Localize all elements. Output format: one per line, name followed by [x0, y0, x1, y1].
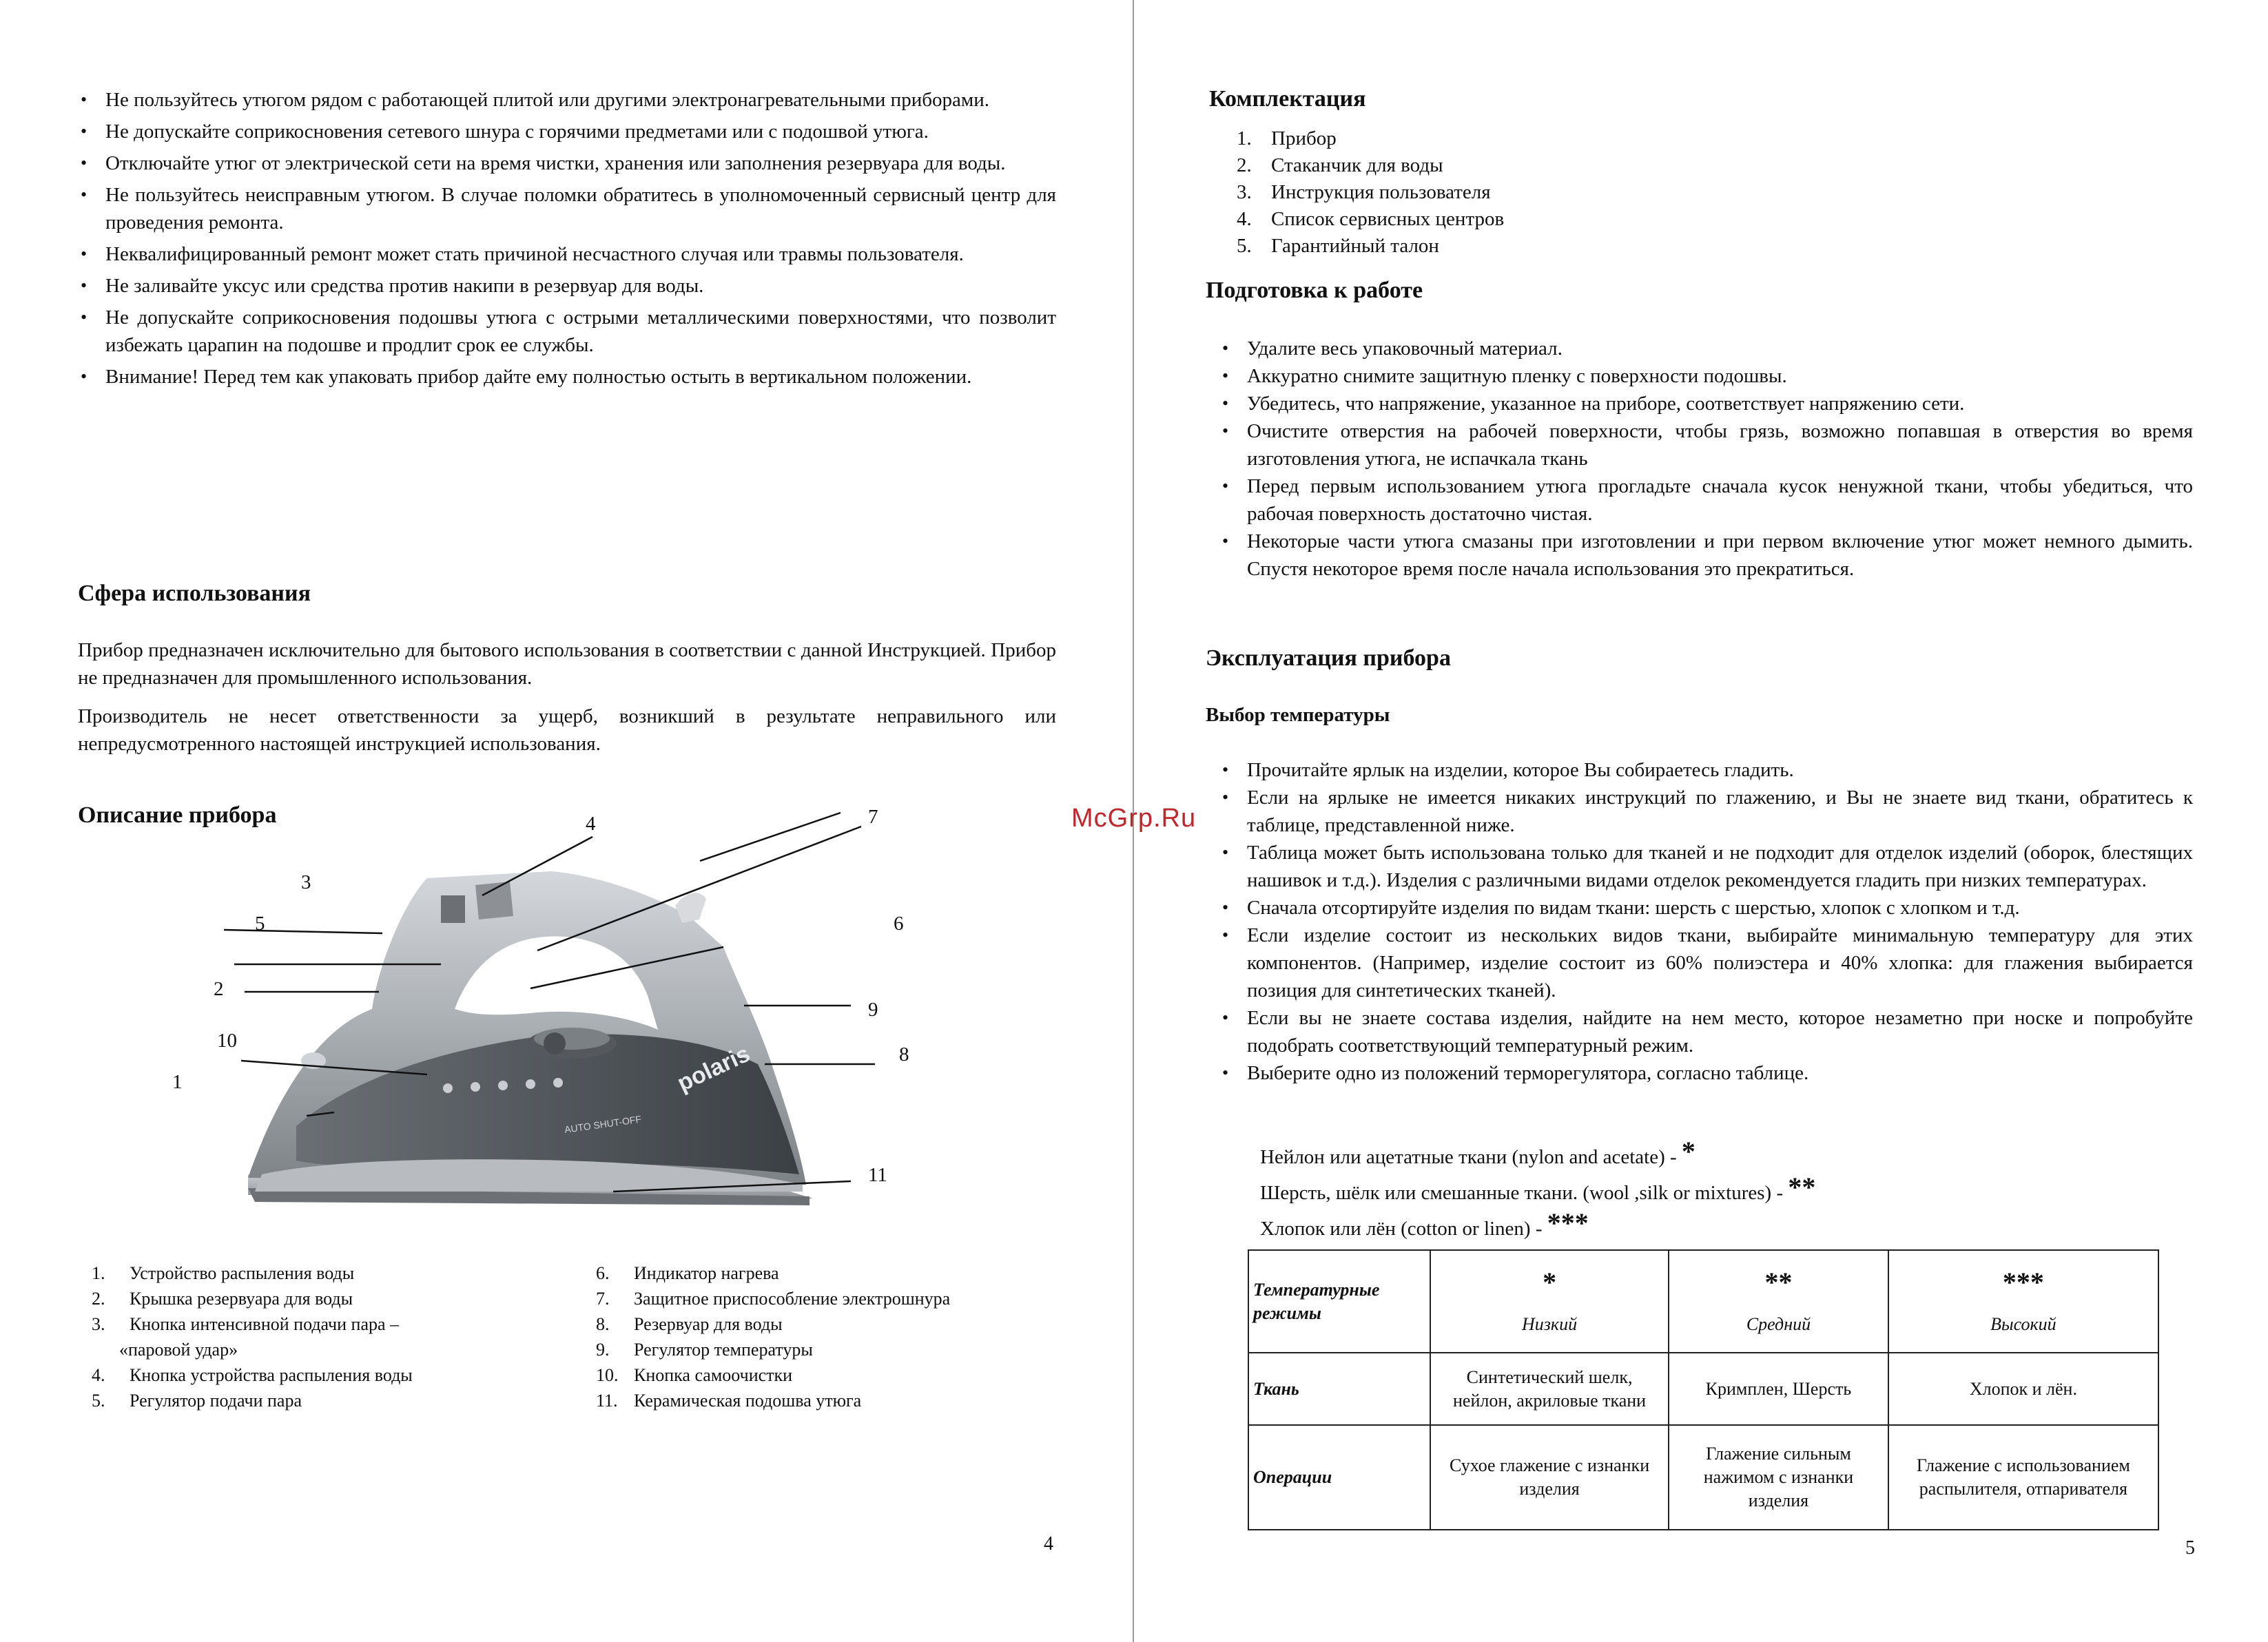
- callout-8: 8: [899, 1043, 909, 1066]
- table-cell: Синтетический шелк, нейлон, акриловые ткани: [1430, 1353, 1669, 1424]
- callout-9: 9: [868, 999, 878, 1021]
- callout-6: 6: [894, 913, 904, 935]
- list-item: • Не заливайте уксус или средства против накипи в резервуар для воды.: [78, 272, 1056, 300]
- list-item: • Очистите отверстия на рабочей поверхности, чтобы грязь, возможно попавшая в отверстия во время изготовления утюга, не испачкала ткань: [1219, 417, 2193, 472]
- list-item: «паровой удар»: [119, 1340, 238, 1360]
- table-header-label: Температурные режимы: [1248, 1250, 1430, 1353]
- table-cell: * Низкий: [1430, 1250, 1669, 1353]
- table-cell: Глажение сильным нажимом с изнанки изделия: [1669, 1425, 1888, 1530]
- temperature-subheading: Выбор температуры: [1206, 704, 1390, 726]
- table-cell: ** Средний: [1669, 1250, 1888, 1353]
- list-item: • Убедитесь, что напряжение, указанное на приборе, соответствует напряжению сети.: [1219, 390, 2193, 417]
- brand-logo: polaris: [673, 1040, 754, 1097]
- callout-7: 7: [868, 806, 878, 828]
- list-item: 5. Регулятор подачи пара: [92, 1391, 302, 1411]
- usage-heading: Сфера использования: [78, 581, 311, 606]
- callout-10: 10: [217, 1030, 237, 1052]
- list-item: • Прочитайте ярлык на изделии, которое Вы собираетесь гладить.: [1219, 756, 2193, 784]
- list-item: • Некоторые части утюга смазаны при изготовлении и при первом включение утюг может немного дымить. Спустя некоторое время после начала использования это прекратиться.: [1219, 528, 2193, 583]
- table-cell: *** Высокий: [1888, 1250, 2158, 1353]
- table-row-label: Ткань: [1248, 1353, 1430, 1424]
- table-cell: Хлопок и лён.: [1888, 1353, 2158, 1424]
- auto-shutoff-label: AUTO SHUT-OFF: [564, 1113, 642, 1135]
- list-item: • Если изделие состоит из нескольких видов ткани, выбирайте минимальную температуру для этих компонентов. (Например, изделие состоит из 60% полиэстера и 40% хлопка: для глажения выбирается позиция для синтетических тканей).: [1219, 922, 2193, 1004]
- callout-11: 11: [868, 1164, 887, 1186]
- list-item: 4. Список сервисных центров: [1237, 208, 1505, 230]
- list-item: 5. Гарантийный талон: [1237, 235, 1439, 257]
- list-item: • Внимание! Перед тем как упаковать прибор дайте ему полностью остыть в вертикальном положении.: [78, 363, 1056, 391]
- list-item: • Сначала отсортируйте изделия по видам ткани: шерсть с шерстью, хлопок с хлопком и т.д.: [1219, 894, 2193, 922]
- right-page: [1133, 0, 2268, 1642]
- list-item: 11. Керамическая подошва утюга: [596, 1391, 862, 1411]
- list-item: • Неквалифицированный ремонт может стать причиной несчастного случая или травмы пользователя.: [78, 240, 1056, 268]
- list-item: • Таблица может быть использована только для тканей и не подходит для отделок изделий (оборок, блестящих нашивок и т.д.). Изделия с различными видами отделок рекомендуется гладить при низких температурах.: [1219, 839, 2193, 894]
- list-item: 3. Кнопка интенсивной подачи пара –: [92, 1314, 400, 1334]
- list-item: 3. Инструкция пользователя: [1237, 181, 1491, 203]
- table-cell: Кримплен, Шерсть: [1669, 1353, 1888, 1424]
- preparation-heading: Подготовка к работе: [1206, 278, 1423, 303]
- list-item: 9. Регулятор температуры: [596, 1340, 813, 1360]
- callout-5: 5: [255, 913, 265, 935]
- iron-illustration: [152, 802, 944, 1223]
- callout-2: 2: [214, 978, 224, 1000]
- page-number: 5: [2185, 1537, 2195, 1559]
- table-row-label: Операции: [1248, 1425, 1430, 1530]
- callout-1: 1: [172, 1071, 183, 1093]
- list-item: 1. Прибор: [1237, 127, 1337, 149]
- table-cell: Глажение с использованием распылителя, отпаривателя: [1888, 1425, 2158, 1530]
- watermark: McGrp.Ru: [1071, 804, 1197, 833]
- preparation-list: [1219, 335, 2193, 583]
- list-item: 1. Устройство распыления воды: [92, 1263, 355, 1283]
- list-item: • Аккуратно снимите защитную пленку с поверхности подошвы.: [1219, 362, 2193, 390]
- left-page: [0, 0, 1133, 1642]
- list-item: • Не допускайте соприкосновения сетевого шнура с горячими предметами или с подошвой утюга.: [78, 118, 1056, 145]
- list-item: • Выберите одно из положений терморегулятора, согласно таблице.: [1219, 1059, 2193, 1087]
- kit-heading: Комплектация: [1209, 86, 1366, 112]
- list-item: • Если на ярлыке не имеется никаких инструкций по глажению, и Вы не знаете вид ткани, обратитесь к таблице, представленной ниже.: [1219, 784, 2193, 839]
- safety-list: [78, 86, 1056, 395]
- page-number: 4: [1044, 1533, 1053, 1555]
- list-item: 2. Крышка резервуара для воды: [92, 1289, 353, 1309]
- mode-line: Хлопок или лён (cotton or linen) - ***: [1260, 1207, 1589, 1240]
- callout-3: 3: [301, 871, 311, 893]
- list-item: • Не пользуйтесь утюгом рядом с работающей плитой или другими электронагревательными приборами.: [78, 86, 1056, 114]
- list-item: • Не пользуйтесь неисправным утюгом. В случае поломки обратитесь в уполномоченный сервисный центр для проведения ремонта.: [78, 181, 1056, 236]
- temperature-table: [1248, 1249, 2159, 1530]
- list-item: • Перед первым использованием утюга прогладьте сначала кусок ненужной ткани, чтобы убедиться, что рабочая поверхность достаточно чистая.: [1219, 472, 2193, 528]
- table-row: [1248, 1250, 2158, 1353]
- parts-list-left: [78, 1260, 519, 1413]
- description-heading: Описание прибора: [78, 802, 277, 828]
- list-item: 2. Стаканчик для воды: [1237, 154, 1443, 176]
- operation-heading: Эксплуатация прибора: [1206, 645, 1451, 671]
- mode-line: Нейлон или ацетатные ткани (nylon and acetate) - *: [1260, 1136, 1695, 1168]
- table-cell: Сухое глажение с изнанки изделия: [1430, 1425, 1669, 1530]
- table-row: [1248, 1353, 2158, 1424]
- list-item: • Удалите весь упаковочный материал.: [1219, 335, 2193, 362]
- list-item: 4. Кнопка устройства распыления воды: [92, 1365, 413, 1385]
- callout-4: 4: [586, 813, 596, 835]
- iron-diagram: [152, 802, 944, 1223]
- table-row: [1248, 1425, 2158, 1530]
- list-item: • Если вы не знаете состава изделия, найдите на нем место, которое незаметно при носке и попробуйте подобрать соответствующий температурный режим.: [1219, 1004, 2193, 1059]
- list-item: 7. Защитное приспособление электрошнура: [596, 1289, 951, 1309]
- list-item: 6. Индикатор нагрева: [596, 1263, 779, 1283]
- usage-paragraph-1: Прибор предназначен исключительно для бытового использования в соответствии с данной Инструкцией. Прибор не предназначен для промышленного использования.: [78, 639, 1056, 689]
- list-item: 10. Кнопка самоочистки: [596, 1365, 793, 1385]
- list-item: • Не допускайте соприкосновения подошвы утюга с острыми металлическими поверхностями, что позволит избежать царапин на подошве и продлит срок ее службы.: [78, 304, 1056, 359]
- usage-paragraph-2: Производитель не несет ответственности за ущерб, возникший в результате неправильного или непредусмотренного настоящей инструкцией использования.: [78, 705, 1056, 755]
- list-item: • Отключайте утюг от электрической сети на время чистки, хранения или заполнения резервуара для воды.: [78, 149, 1056, 177]
- mode-line: Шерсть, шёлк или смешанные ткани. (wool ,silk or mixtures) - **: [1260, 1172, 1816, 1204]
- kit-list: [1237, 125, 1504, 260]
- list-item: 8. Резервуар для воды: [596, 1314, 783, 1334]
- parts-list-right: [582, 1260, 1064, 1413]
- temperature-list: [1219, 756, 2193, 1087]
